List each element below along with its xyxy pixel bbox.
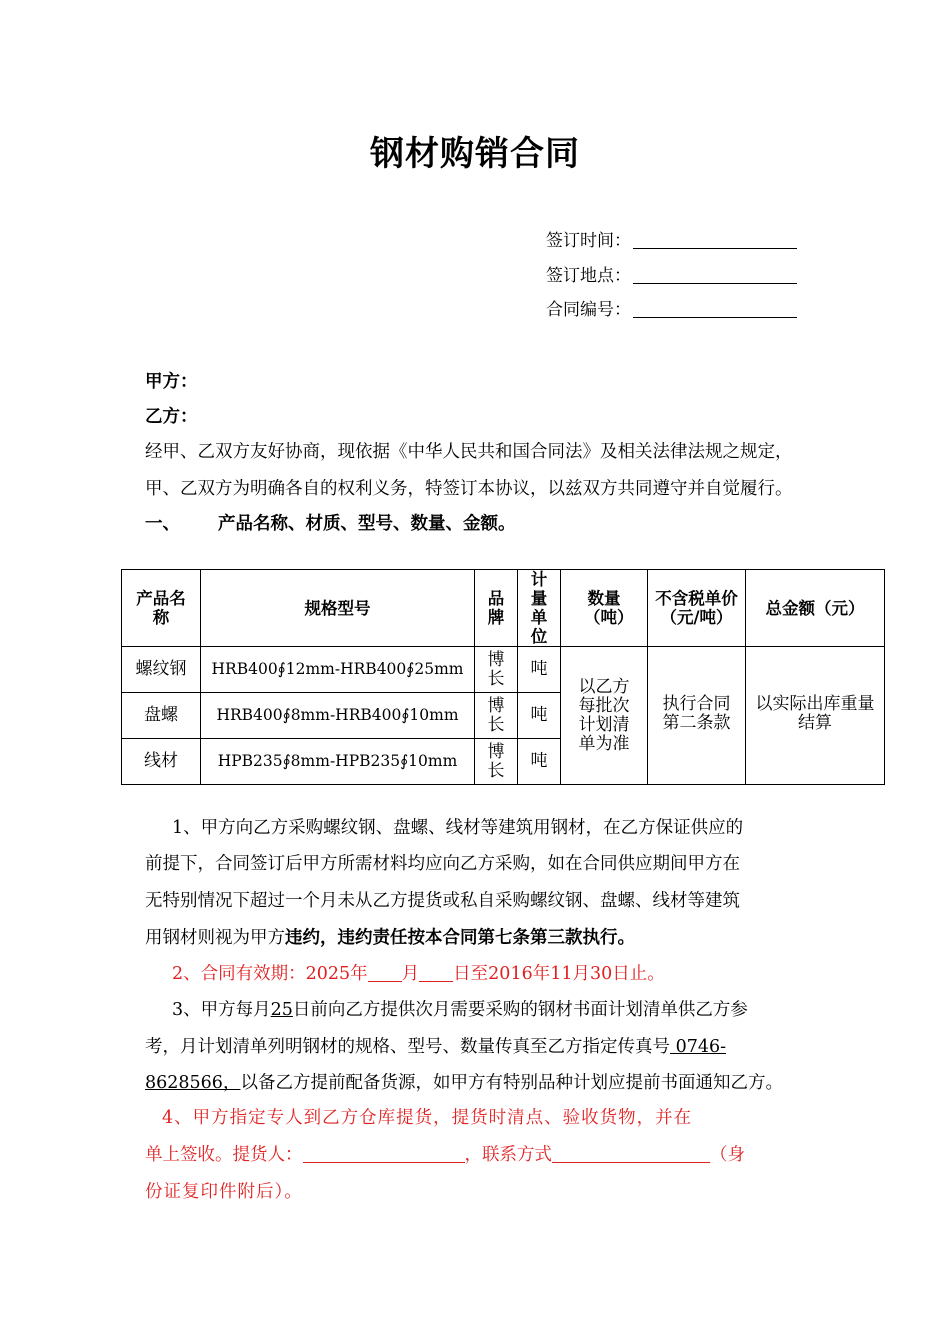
clause-4-line-2 (145, 1143, 745, 1167)
clause-4-contact-blank (552, 1144, 710, 1163)
section-1-title: 产品名称、材质、型号、数量、金额。 (218, 514, 516, 534)
row-spec: HRB400∮12mm-HRB400∮25mm (201, 647, 475, 693)
clause-3-fax-1: 0746- (670, 1037, 727, 1057)
section-1-heading (145, 512, 516, 536)
clause-2-month-blank (368, 963, 402, 982)
clause-1-breach-text: 违约，违约责任按本合同第七条第三款执行。 (285, 928, 635, 948)
sign-time-label: 签订时间： (546, 231, 631, 251)
sign-time-blank (633, 230, 797, 249)
party-b: 乙方： (145, 407, 198, 427)
section-1-number: 一、 (145, 514, 180, 534)
clause-3-end: 以备乙方提前配备货源，如甲方有特别品种计划应提前书面通知乙方。 (240, 1073, 783, 1093)
row-product: 盘螺 (122, 693, 201, 739)
row-brand: 博长 (475, 647, 518, 693)
table-row (122, 647, 885, 693)
clause-4-line-3: 份证复印件附后）。 (145, 1182, 303, 1202)
clause-3-line-1 (172, 998, 748, 1022)
row-spec: HPB235∮8mm-HPB235∮10mm (201, 739, 475, 785)
clause-3-day: 25 (270, 1000, 293, 1020)
intro-line-1: 经甲、乙双方友好协商，现依据《中华人民共和国合同法》及相关法律法规之规定， (145, 442, 793, 462)
clause-4-picker-blank (303, 1144, 465, 1163)
clause-4-contact-label: ，联系方式 (464, 1145, 552, 1165)
clause-2-end: 日至2016年11月30日止。 (453, 964, 665, 984)
clause-4-picker-label: 单上签收。提货人： (145, 1145, 303, 1165)
clause-2-month: 月 (401, 964, 420, 984)
clause-3-start: 3、甲方每月 (172, 1000, 271, 1020)
price-merged-cell: 执行合同第二条款 (648, 647, 746, 785)
table-header-row (122, 570, 885, 647)
clause-3-line-3 (145, 1071, 783, 1095)
sign-place-label: 签订地点： (546, 266, 631, 286)
row-product: 螺纹钢 (122, 647, 201, 693)
row-unit: 吨 (518, 647, 561, 693)
header-price: 不含税单价（元/吨） (648, 570, 746, 647)
clause-1-line-2: 前提下，合同签订后甲方所需材料均应向乙方采购，如在合同供应期间甲方在 (145, 854, 740, 874)
intro-line-2: 甲、乙双方为明确各自的权利义务，特签订本协议，以兹双方共同遵守并自觉履行。 (145, 479, 793, 499)
clause-3-fax-text: 考，月计划清单列明钢材的规格、型号、数量传真至乙方指定传真号 (145, 1037, 670, 1057)
clause-1-line-3: 无特别情况下超过一个月未从乙方提货或私自采购螺纹钢、盘螺、线材等建筑 (145, 891, 740, 911)
row-unit: 吨 (518, 739, 561, 785)
sign-time-row (546, 229, 797, 253)
clause-3-fax-2: 8628566， (145, 1073, 241, 1093)
qty-merged-cell: 以乙方每批次计划清单为准 (561, 647, 648, 785)
sign-number-row (546, 298, 797, 322)
row-unit: 吨 (518, 693, 561, 739)
header-spec: 规格型号 (201, 570, 475, 647)
row-product: 线材 (122, 739, 201, 785)
contract-title: 钢材购销合同 (370, 134, 580, 174)
clause-1-line-4 (145, 926, 635, 950)
header-total: 总金额（元） (746, 570, 885, 647)
party-a: 甲方： (145, 372, 198, 392)
clause-4-line-1: 4、甲方指定专人到乙方仓库提货，提货时清点、验收货物，并在 (162, 1108, 693, 1128)
header-unit: 计量单位 (518, 570, 561, 647)
sign-number-label: 合同编号： (546, 300, 631, 320)
clause-1-line-1: 1、甲方向乙方采购螺纹钢、盘螺、线材等建筑用钢材，在乙方保证供应的 (172, 818, 744, 838)
clause-2-start: 2、合同有效期：2025年 (172, 964, 368, 984)
sign-number-blank (633, 299, 797, 318)
product-table (121, 569, 885, 785)
row-spec: HRB400∮8mm-HRB400∮10mm (201, 693, 475, 739)
sign-place-row (546, 264, 797, 288)
header-qty: 数量（吨） (561, 570, 648, 647)
header-product: 产品名称 (122, 570, 201, 647)
clause-3-line-2 (145, 1035, 726, 1059)
clause-2-day-blank (419, 963, 453, 982)
header-brand: 品牌 (475, 570, 518, 647)
row-brand: 博长 (475, 693, 518, 739)
sign-place-blank (633, 265, 797, 284)
clause-1-text: 用钢材则视为甲方 (145, 928, 285, 948)
clause-4-id-text: （身 (710, 1145, 745, 1165)
total-merged-cell: 以实际出库重量结算 (746, 647, 885, 785)
row-brand: 博长 (475, 739, 518, 785)
clause-3-rest: 日前向乙方提供次月需要采购的钢材书面计划清单供乙方参 (292, 1000, 748, 1020)
clause-2 (172, 962, 665, 986)
